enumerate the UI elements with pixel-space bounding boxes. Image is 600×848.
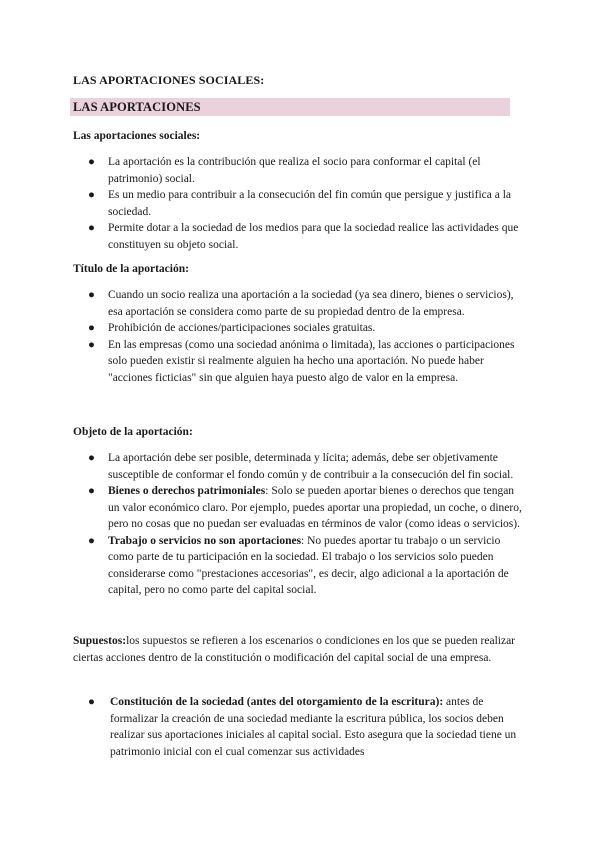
list-titulo-aportacion <box>0 287 528 386</box>
list-objeto-aportacion <box>0 450 528 599</box>
bullet-icon: ● <box>88 485 95 497</box>
bullet-icon: ● <box>88 156 95 168</box>
list-item: ● Constitución de la sociedad (antes del otorgamiento de la escritura): antes de formalizar la creación de una sociedad mediante la escritura pública, los socios deben realizar sus aportaciones iniciales al capital social. Esto asegura que la sociedad tiene un patrimonio inicial con el cual comenzar sus actividades <box>88 696 517 758</box>
bullet-icon: ● <box>88 338 95 351</box>
list-item: ● Bienes o derechos patrimoniales: Solo se pueden aportar bienes o derechos que tengan un valor económico claro. Por ejemplo, puedes aportar una propiedad, un coche, o dinero, pero no cosas que no puedan ser evaluadas en términos de valor (como ideas o servicios). <box>88 485 522 530</box>
bullet-icon: ● <box>88 222 95 234</box>
subheading-titulo-aportacion: Título de la aportación: <box>73 263 189 275</box>
list-item: ● Es un medio para contribuir a la consecución del fin común que persigue y justifica a la sociedad. <box>88 189 512 218</box>
list-item: ● La aportación debe ser posible, determinada y lícita; además, debe ser objetivamente susceptible de conformar el fondo común y de contribuir a la consecución del fin social. <box>88 452 514 481</box>
list-supuestos <box>0 694 530 760</box>
subheading-objeto-aportacion: Objeto de la aportación: <box>73 426 193 438</box>
list-item: ● Prohibición de acciones/participaciones sociales gratuitas. <box>0 320 528 337</box>
paragraph-supuestos: Supuestos:los supuestos se refieren a los escenarios o condiciones en los que se pueden realizar ciertas acciones dentro de la constitución o modificación del capital social de una empresa. <box>73 635 516 664</box>
bullet-icon: ● <box>88 322 95 334</box>
bullet-icon: ● <box>88 189 95 201</box>
bullet-icon: ● <box>88 696 95 708</box>
bullet-icon: ● <box>88 452 95 464</box>
section-heading: LAS APORTACIONES <box>73 100 201 114</box>
list-item: ● Permite dotar a la sociedad de los medios para que la sociedad realice las actividades que constituyen su objeto social. <box>88 222 519 251</box>
document-title: LAS APORTACIONES SOCIALES: <box>73 73 265 87</box>
list-item: ● Cuando un socio realiza una aportación a la sociedad (ya sea dinero, bienes o servicios), esa aportación se considera como parte de su propiedad dentro de la empresa. <box>88 289 514 318</box>
bullet-icon: ● <box>88 289 95 301</box>
list-aportaciones-sociales <box>0 154 528 253</box>
list-item: ● La aportación es la contribución que realiza el socio para conformar el capital (el patrimonio) social. <box>88 156 481 185</box>
list-item: ● En las empresas (como una sociedad anónima o limitada), las acciones o participaciones solo pueden existir si realmente alguien ha hecho una aportación. No puede haber "acciones ficticias" sin que alguien haya puesto algo de valor en la empresa. <box>88 338 515 384</box>
subheading-aportaciones-sociales: Las aportaciones sociales: <box>73 130 201 142</box>
list-item: ● Trabajo o servicios no son aportaciones: No puedes aportar tu trabajo o un servicio como parte de tu participación en la sociedad. El trabajo o los servicios solo pueden considerarse como "prestaciones accesorias", es decir, algo adicional a la aportación de capital, pero no como parte del capital social. <box>88 534 509 596</box>
bullet-icon: ● <box>88 534 95 547</box>
